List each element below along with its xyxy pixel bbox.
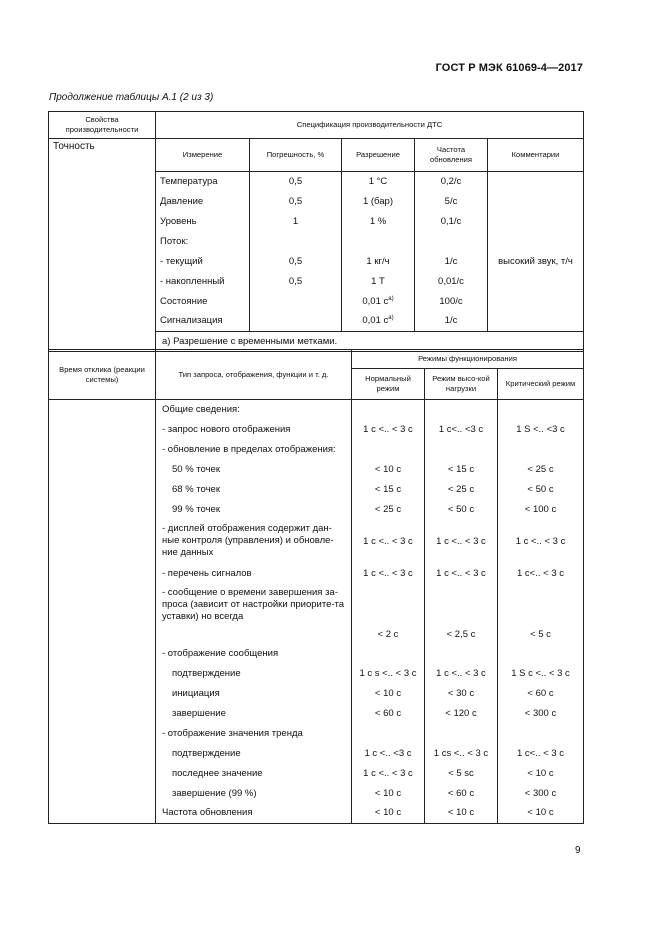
measurement-name: Давление [156, 192, 250, 212]
resolution-text: 1 Т [371, 275, 385, 287]
critical-mode-value: < 10 с [498, 804, 584, 824]
sub-header-measurement: Измерение [156, 139, 250, 172]
high-load-value [425, 400, 498, 420]
critical-mode-value: 1 с <.. < 3 с [498, 520, 584, 564]
table-row [49, 400, 584, 420]
comment-value [488, 212, 584, 232]
high-load-value: < 30 с [425, 684, 498, 704]
normal-mode-value: 1 с <.. <3 с [352, 744, 425, 764]
request-label: - запрос нового отображения [156, 420, 352, 440]
request-label: 50 % точек [156, 460, 352, 480]
normal-mode-value [352, 400, 425, 420]
error-value [250, 232, 342, 252]
high-load-value: 1 с <.. < 3 с [425, 664, 498, 684]
response-property-cell [49, 400, 156, 824]
request-label: - перечень сигналов [156, 564, 352, 584]
high-load-value: < 120 с [425, 704, 498, 724]
error-value: 1 [250, 212, 342, 232]
frequency-value: 1/c [415, 312, 488, 332]
request-label: - отображение значения тренда [156, 724, 352, 744]
high-load-value: < 50 с [425, 500, 498, 520]
normal-mode-value [352, 724, 425, 744]
normal-mode-value: < 2 с [352, 584, 425, 644]
comment-value [488, 272, 584, 292]
comment-value [488, 192, 584, 212]
critical-mode-value [498, 440, 584, 460]
high-load-value: < 25 с [425, 480, 498, 500]
modes-header: Режимы функционирования [352, 350, 584, 369]
critical-mode-value [498, 644, 584, 664]
critical-mode-value: < 25 с [498, 460, 584, 480]
high-load-value: 1 с<.. <3 с [425, 420, 498, 440]
high-load-value: < 10 с [425, 804, 498, 824]
high-load-value: 1 сs <.. < 3 с [425, 744, 498, 764]
normal-mode-value: 1 с <.. < 3 с [352, 420, 425, 440]
normal-mode-value: 1 с <.. < 3 с [352, 520, 425, 564]
request-label: - отображение сообщения [156, 644, 352, 664]
measurement-name: Поток: [156, 232, 250, 252]
resolution-value [342, 232, 415, 252]
request-type-header: Тип запроса, отображения, функции и т. д. [156, 350, 352, 400]
accuracy-table [48, 111, 584, 352]
normal-mode-value [352, 644, 425, 664]
response-property-header: Время отклика (реакции системы) [49, 350, 156, 400]
resolution-value [342, 312, 415, 332]
normal-mode-value: < 15 с [352, 480, 425, 500]
high-load-value: 1 с <.. < 3 с [425, 520, 498, 564]
document-header: ГОСТ Р МЭК 61069-4—2017 [435, 62, 583, 74]
normal-mode-value: < 60 с [352, 704, 425, 724]
page-number: 9 [575, 845, 581, 856]
sub-header-frequency: Частота обновления [415, 139, 488, 172]
critical-mode-value: 1 с<.. < 3 с [498, 564, 584, 584]
sub-header-comments: Комментарии [488, 139, 584, 172]
resolution-value [342, 272, 415, 292]
comment-value [488, 232, 584, 252]
request-label: подтверждение [156, 664, 352, 684]
request-label: - обновление в пределах отображения: [156, 440, 352, 460]
measurement-name: - текущий [156, 252, 250, 272]
critical-mode-value: < 100 с [498, 500, 584, 520]
critical-mode-value: < 50 с [498, 480, 584, 500]
measurement-name: Температура [156, 172, 250, 192]
measurement-name: Сигнализация [156, 312, 250, 332]
error-value [250, 292, 342, 312]
frequency-value [415, 232, 488, 252]
resolution-text: 1 кг/ч [366, 255, 390, 267]
normal-mode-value: < 10 с [352, 804, 425, 824]
comment-value [488, 312, 584, 332]
resolution-value [342, 252, 415, 272]
request-label: 99 % точек [156, 500, 352, 520]
error-value [250, 312, 342, 332]
frequency-value: 0,1/c [415, 212, 488, 232]
critical-mode-value: 1 S <.. <3 с [498, 420, 584, 440]
normal-mode-value: < 25 с [352, 500, 425, 520]
comment-value [488, 292, 584, 312]
critical-mode-value: 1 S с <.. < 3 с [498, 664, 584, 684]
measurement-name: - накопленный [156, 272, 250, 292]
table-caption: Продолжение таблицы А.1 (2 из 3) [49, 92, 214, 103]
normal-mode-value: 1 с s <.. < 3 с [352, 664, 425, 684]
critical-mode-value: 1 с<.. < 3 с [498, 744, 584, 764]
footnote-mark: a) [388, 295, 394, 302]
mode-normal-header: Нормальный режим [352, 369, 425, 400]
resolution-value [342, 212, 415, 232]
error-value: 0,5 [250, 172, 342, 192]
table-footnote: а) Разрешение с временными метками. [156, 332, 584, 352]
request-label: Общие сведения: [156, 400, 352, 420]
mode-critical-header: Критический режим [498, 369, 584, 400]
normal-mode-value: 1 с <.. < 3 с [352, 764, 425, 784]
request-label: - сообщение о времени завершения за-проса (зависит от настройки приорите-та уставки) но всегда [156, 584, 352, 644]
request-label: Частота обновления [156, 804, 352, 824]
frequency-value: 1/c [415, 252, 488, 272]
error-value: 0,5 [250, 252, 342, 272]
request-label: последнее значение [156, 764, 352, 784]
comment-value: высокий звук, т/ч [488, 252, 584, 272]
resolution-value [342, 292, 415, 312]
mode-high-load-header: Режим высо-кой нагрузки [425, 369, 498, 400]
response-time-table [48, 349, 584, 824]
critical-mode-value: < 60 с [498, 684, 584, 704]
critical-mode-value: < 300 с [498, 704, 584, 724]
critical-mode-value [498, 400, 584, 420]
critical-mode-value: < 10 с [498, 764, 584, 784]
spec-header: Спецификация производительности ДТС [156, 112, 584, 139]
normal-mode-value: < 10 с [352, 460, 425, 480]
resolution-text: 0,01 c [362, 295, 389, 307]
resolution-text: 1 (бар) [362, 195, 394, 207]
property-accuracy: Точность [49, 139, 156, 352]
request-label: 68 % точек [156, 480, 352, 500]
normal-mode-value: 1 с <.. < 3 с [352, 564, 425, 584]
sub-header-error: Погрешность, % [250, 139, 342, 172]
request-label: подтверждение [156, 744, 352, 764]
resolution-text: 1 °C [368, 175, 388, 187]
error-value: 0,5 [250, 272, 342, 292]
property-header: Свойства производительности [49, 112, 156, 139]
high-load-value: < 15 с [425, 460, 498, 480]
high-load-value [425, 644, 498, 664]
normal-mode-value: < 10 с [352, 784, 425, 804]
critical-mode-value: < 5 с [498, 584, 584, 644]
high-load-value: < 5 sc [425, 764, 498, 784]
high-load-value: < 2,5 с [425, 584, 498, 644]
comment-value [488, 172, 584, 192]
high-load-value: 1 с <.. < 3 с [425, 564, 498, 584]
sub-header-resolution: Разрешение [342, 139, 415, 172]
frequency-value: 0,2/c [415, 172, 488, 192]
footnote-mark: a) [388, 315, 394, 322]
resolution-text: 0,01 c [362, 315, 389, 327]
critical-mode-value: < 300 с [498, 784, 584, 804]
high-load-value [425, 724, 498, 744]
error-value: 0,5 [250, 192, 342, 212]
frequency-value: 5/c [415, 192, 488, 212]
resolution-value [342, 192, 415, 212]
resolution-text: 1 % [369, 215, 387, 227]
resolution-value [342, 172, 415, 192]
normal-mode-value: < 10 с [352, 684, 425, 704]
high-load-value: < 60 с [425, 784, 498, 804]
high-load-value [425, 440, 498, 460]
request-label: завершение (99 %) [156, 784, 352, 804]
measurement-name: Состояние [156, 292, 250, 312]
frequency-value: 0,01/c [415, 272, 488, 292]
request-label: завершение [156, 704, 352, 724]
measurement-name: Уровень [156, 212, 250, 232]
frequency-value: 100/c [415, 292, 488, 312]
request-label: инициация [156, 684, 352, 704]
critical-mode-value [498, 724, 584, 744]
normal-mode-value [352, 440, 425, 460]
request-label: - дисплей отображения содержит дан-ные контроля (управления) и обновле-ние данных [156, 520, 352, 564]
